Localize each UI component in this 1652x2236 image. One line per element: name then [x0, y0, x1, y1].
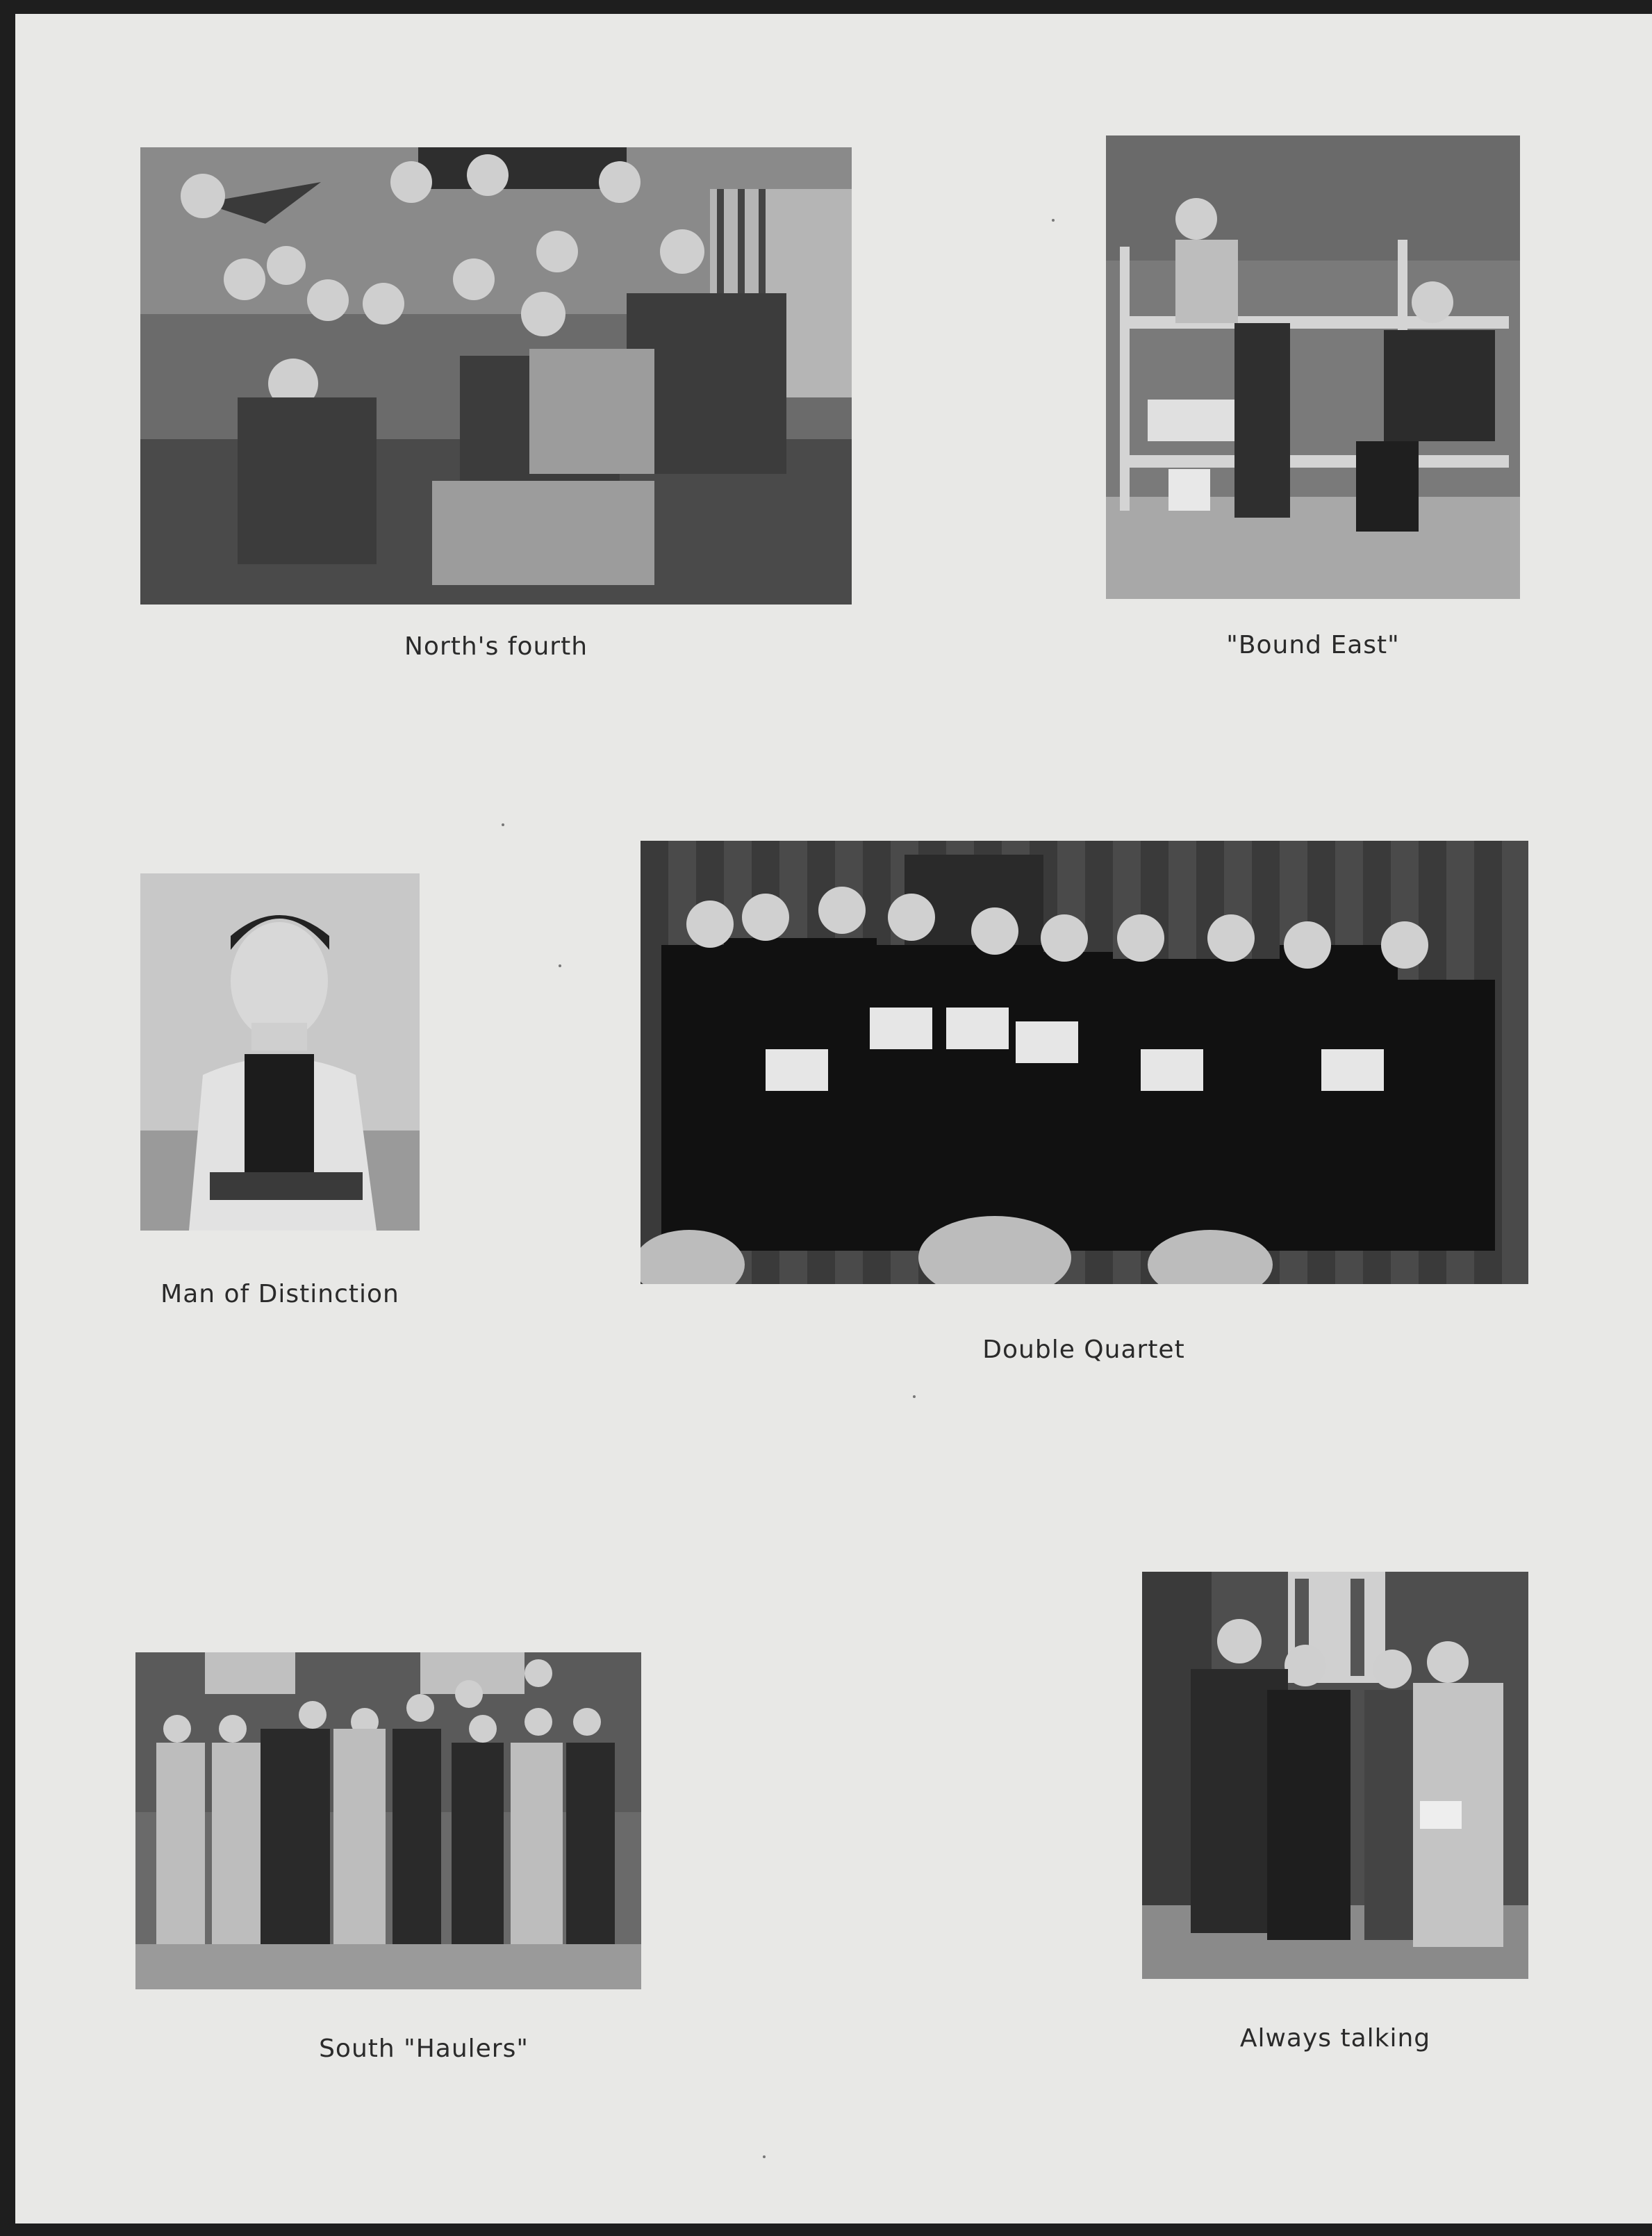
- print-speck: [502, 823, 504, 826]
- print-speck: [559, 964, 561, 967]
- photo-double-quartet: [641, 841, 1528, 1284]
- photo-norths-fourth: [140, 147, 852, 605]
- caption-double-quartet: Double Quartet: [982, 1335, 1185, 1364]
- caption-always-talking: Always talking: [1239, 2024, 1431, 2053]
- caption-man-of-distinction: Man of Distinction: [160, 1280, 399, 1308]
- photo-south-haulers: [135, 1652, 641, 1989]
- caption-bound-east: "Bound East": [1226, 631, 1400, 659]
- photo-man-of-distinction: [140, 873, 420, 1231]
- print-speck: [913, 1395, 916, 1398]
- photo-always-talking: [1142, 1572, 1528, 1979]
- print-speck: [1052, 219, 1055, 222]
- photo-bound-east: [1106, 135, 1520, 599]
- yearbook-page: [15, 14, 1652, 2223]
- print-speck: [763, 2155, 766, 2158]
- caption-norths-fourth: North's fourth: [404, 632, 588, 661]
- caption-south-haulers: South "Haulers": [319, 2034, 529, 2063]
